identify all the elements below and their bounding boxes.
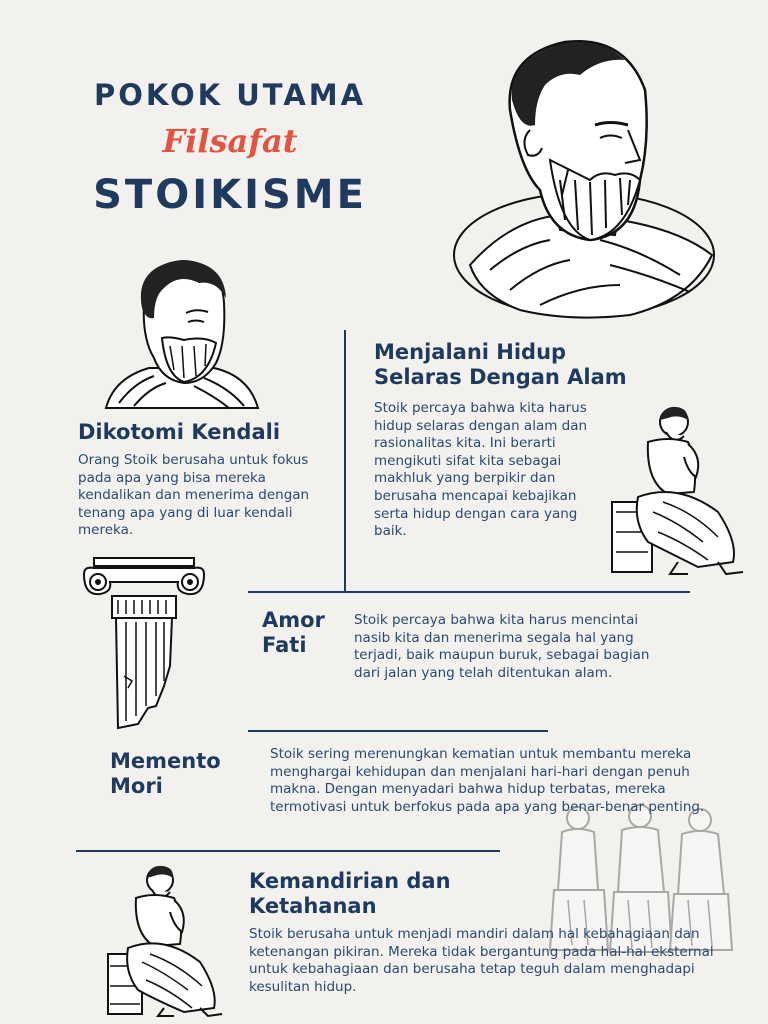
heading-selaras-line1: Menjalani Hidup — [374, 340, 567, 364]
body-kemandirian: Stoik berusaha untuk menjadi mandiri dalam hal kebahagiaan dan ketenangan pikiran. Mereka tidak bergantung pada hal-hal eksternal untuk kebahagiaan dan berusaha tetap teguh dalam menghadapi kesulitan hidup. — [249, 926, 714, 995]
heading-amor-line2: Fati — [262, 633, 307, 657]
body-amor: Stoik percaya bahwa kita harus mencintai nasib kita dan menerima segala hal yang terjadi, baik maupun buruk, sebagai bagian dari jalan yang telah ditentukan alam. — [354, 612, 650, 681]
heading-dikotomi: Dikotomi Kendali — [78, 420, 281, 444]
title-stoikisme: STOIKISME — [93, 172, 367, 218]
ionic-column-illustration — [76, 556, 212, 732]
body-memento: Stoik sering merenungkan kematian untuk membantu mereka menghargai kehidupan dan menjalani hari-hari dengan penuh makna. Dengan menyadari bahwa hidup terbatas, mereka termotivasi untuk berfokus pada apa yang benar-benar penting. — [270, 746, 705, 815]
heading-memento-line2: Mori — [110, 774, 163, 798]
heading-memento-line1: Memento — [110, 749, 221, 773]
heading-selaras-line2: Selaras Dengan Alam — [374, 365, 627, 389]
philosopher-bust-small-illustration — [104, 258, 260, 410]
seated-philosopher-illustration — [104, 862, 224, 1018]
heading-kemandirian-line2: Ketahanan — [249, 894, 377, 918]
horizontal-divider-1 — [248, 591, 690, 593]
philosopher-bust-large-illustration — [450, 30, 718, 322]
heading-kemandirian-line1: Kemandirian dan — [249, 869, 451, 893]
title-pokok-utama: POKOK UTAMA — [93, 78, 367, 112]
body-dikotomi: Orang Stoik berusaha untuk fokus pada apa yang bisa mereka kendalikan dan menerima dengan tenang apa yang di luar kendali mereka. — [78, 452, 310, 539]
title-filsafat: Filsafat — [162, 122, 298, 160]
horizontal-divider-3 — [76, 850, 500, 852]
vertical-divider — [344, 330, 346, 592]
seated-thinker-illustration — [608, 402, 746, 576]
heading-amor-line1: Amor — [262, 608, 325, 632]
body-selaras: Stoik percaya bahwa kita harus hidup selaras dengan alam dan rasionalitas kita. Ini berarti mengikuti sifat kita sebagai makhluk yang berpikir dan berusaha mencapai kebajikan serta hidup dengan cara yang baik. — [374, 400, 588, 540]
horizontal-divider-2 — [248, 730, 548, 732]
